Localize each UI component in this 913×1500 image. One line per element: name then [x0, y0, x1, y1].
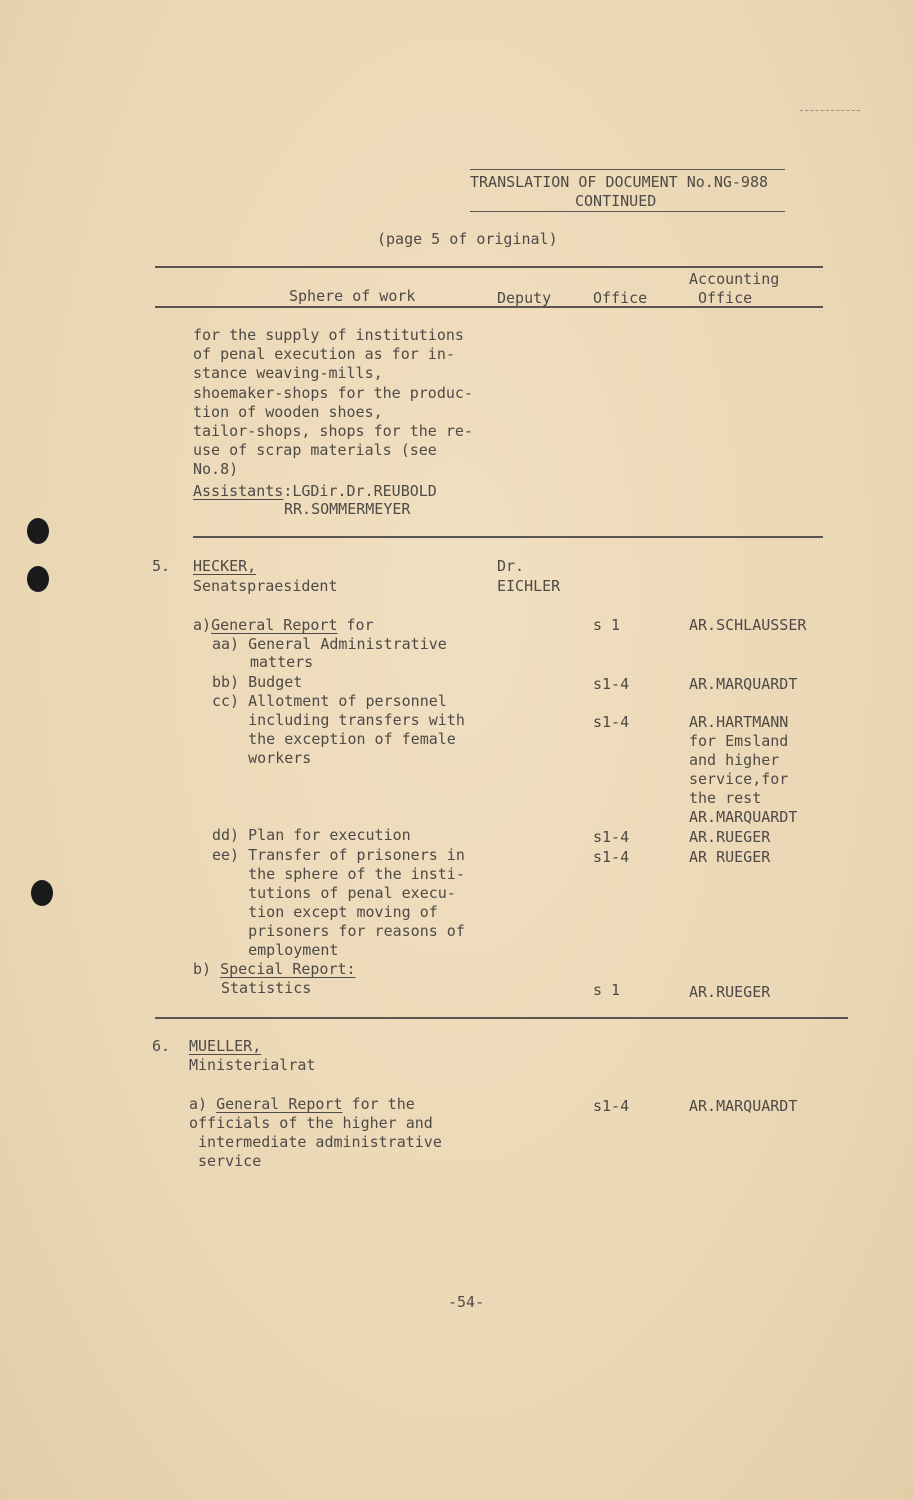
column-header-sphere: Sphere of work [289, 287, 416, 305]
general-report-cont: officials of the higher and [189, 1114, 433, 1132]
table-header-rule-top [155, 266, 823, 268]
continuation-line: tailor-shops, shops for the re- [193, 422, 473, 440]
punch-hole-bottom [31, 880, 53, 906]
section-number: 5. [152, 557, 171, 575]
accounting-cell: service,for [689, 770, 789, 788]
accounting-cell: AR.RUEGER [689, 828, 771, 846]
item-ee-cont: tutions of penal execu- [212, 884, 456, 902]
item-ee: ee) Transfer of prisoners in [212, 846, 465, 864]
general-report-heading: a)General Report for [193, 616, 374, 634]
special-report-heading: b) Special Report: [193, 960, 356, 978]
continuation-line: of penal execution as for in- [193, 345, 455, 363]
section-person-name: MUELLER, [189, 1037, 262, 1055]
continuation-line: for the supply of institutions [193, 326, 464, 344]
section-number: 6. [152, 1037, 171, 1055]
item-ee-cont: employment [212, 941, 339, 959]
general-report-label: General Report [216, 1095, 343, 1113]
office-cell: s1-4 [593, 1097, 630, 1115]
general-report-cont: intermediate administrative [189, 1133, 442, 1151]
continuation-line: use of scrap materials (see [193, 441, 437, 459]
assistants-second: RR.SOMMERMEYER [284, 500, 411, 518]
accounting-cell: AR.MARQUARDT [689, 1097, 798, 1115]
continuation-line: tion of wooden shoes, [193, 403, 383, 421]
item-aa: aa) General Administrative [212, 635, 447, 653]
accounting-cell: AR.SCHLAUSSER [689, 616, 807, 634]
section-person-title: Ministerialrat [189, 1056, 316, 1074]
column-header-deputy: Deputy [497, 289, 552, 307]
assistants-names: :LGDir.Dr.REUBOLD [283, 482, 437, 500]
accounting-cell: for Emsland [689, 732, 789, 750]
item-ee-cont: the sphere of the insti- [212, 865, 465, 883]
item-ee-cont: tion except moving of [212, 903, 438, 921]
office-cell: s 1 [593, 616, 621, 634]
punch-hole-middle [27, 566, 49, 592]
general-report-cont: service [189, 1152, 262, 1170]
pen-mark [800, 110, 860, 111]
item-cc-cont: including transfers with [212, 711, 465, 729]
assistants-line [193, 482, 437, 501]
header-rule-bottom [470, 211, 785, 212]
continuation-line: No.8) [193, 460, 239, 478]
item-ee-cont: prisoners for reasons of [212, 922, 465, 940]
office-cell: s1-4 [593, 828, 630, 846]
section-divider [193, 536, 823, 538]
special-report-label: Special Report: [220, 960, 356, 978]
item-cc: cc) Allotment of personnel [212, 692, 447, 710]
table-header-rule-bottom [155, 306, 823, 308]
column-header-accounting-2: Office [698, 289, 753, 307]
continuation-line: shoemaker-shops for the produc- [193, 384, 473, 402]
item-bb: bb) Budget [212, 673, 303, 691]
document-heading: TRANSLATION OF DOCUMENT No.NG-988 [470, 173, 769, 191]
section-person-name: HECKER, [193, 557, 257, 575]
section-divider [155, 1017, 848, 1019]
accounting-cell: the rest [689, 789, 762, 807]
item-dd: dd) Plan for execution [212, 826, 411, 844]
accounting-cell: AR.MARQUARDT [689, 675, 798, 693]
document-heading-continued: CONTINUED [575, 192, 657, 210]
office-cell: s1-4 [593, 713, 630, 731]
deputy-line-2: EICHLER [497, 577, 561, 595]
item-cc-cont: workers [212, 749, 312, 767]
accounting-cell: and higher [689, 751, 780, 769]
header-rule-top [470, 169, 785, 170]
page-number: -54- [448, 1293, 485, 1311]
deputy-line-1: Dr. [497, 557, 525, 575]
office-cell: s1-4 [593, 848, 630, 866]
office-cell: s 1 [593, 981, 621, 999]
item-aa-cont: matters [250, 653, 314, 671]
column-header-accounting-1: Accounting [689, 270, 780, 288]
punch-hole-top [27, 518, 49, 544]
continuation-line: stance weaving-mills, [193, 364, 383, 382]
general-report-label: General Report [211, 616, 338, 634]
item-cc-cont: the exception of female [212, 730, 456, 748]
general-report-heading: a) General Report for the [189, 1095, 415, 1113]
accounting-cell: AR RUEGER [689, 848, 771, 866]
accounting-cell: AR.MARQUARDT [689, 808, 798, 826]
column-header-office: Office [593, 289, 648, 307]
page-note: (page 5 of original) [377, 230, 558, 248]
office-cell: s1-4 [593, 675, 630, 693]
section-person-title: Senatspraesident [193, 577, 338, 595]
accounting-cell: AR.RUEGER [689, 983, 771, 1001]
special-report-item: Statistics [221, 979, 312, 997]
accounting-cell: AR.HARTMANN [689, 713, 789, 731]
assistants-label: Assistants [193, 482, 284, 500]
